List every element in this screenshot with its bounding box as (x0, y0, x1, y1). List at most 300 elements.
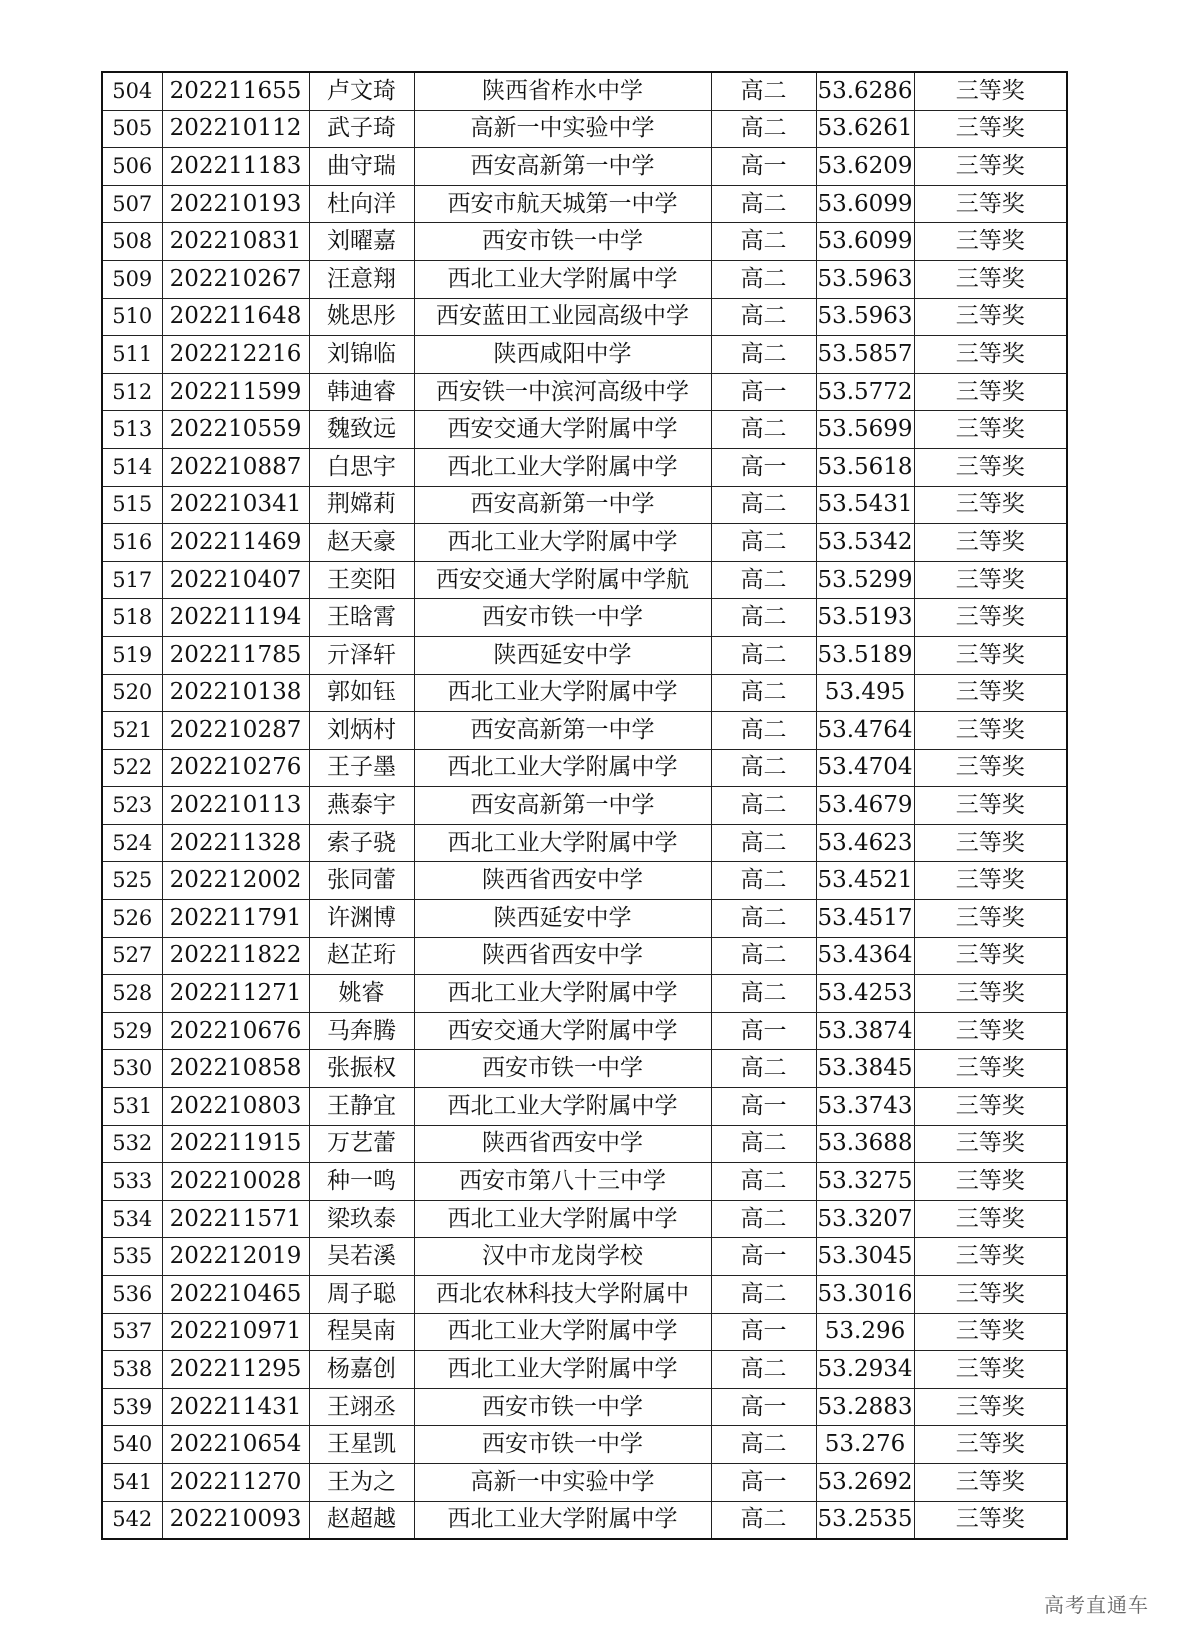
id-cell: 202210267 (162, 260, 309, 298)
school-cell: 西北工业大学附属中学 (414, 674, 711, 712)
grade-cell: 高二 (711, 712, 816, 750)
score-cell: 53.6209 (816, 148, 914, 186)
grade-cell: 高一 (711, 148, 816, 186)
table-row (102, 223, 1067, 261)
school-cell: 西北工业大学附属中学 (414, 1200, 711, 1238)
name-cell: 曲守瑞 (309, 148, 414, 186)
award-cell: 三等奖 (914, 373, 1067, 411)
score-cell: 53.3688 (816, 1125, 914, 1163)
table-row (102, 1351, 1067, 1389)
name-cell: 燕泰宇 (309, 787, 414, 825)
score-cell: 53.5193 (816, 599, 914, 637)
results-table (101, 71, 1068, 1540)
name-cell: 吴若溪 (309, 1238, 414, 1276)
score-cell: 53.4517 (816, 900, 914, 938)
rank-cell: 528 (102, 975, 162, 1013)
id-cell: 202210887 (162, 448, 309, 486)
award-cell: 三等奖 (914, 749, 1067, 787)
rank-cell: 517 (102, 561, 162, 599)
table-row (102, 524, 1067, 562)
table-row (102, 1501, 1067, 1539)
table-row (102, 1163, 1067, 1201)
table-row (102, 1313, 1067, 1351)
table-row (102, 185, 1067, 223)
school-cell: 陕西延安中学 (414, 636, 711, 674)
rank-cell: 530 (102, 1050, 162, 1088)
grade-cell: 高二 (711, 486, 816, 524)
award-cell: 三等奖 (914, 185, 1067, 223)
award-cell: 三等奖 (914, 1163, 1067, 1201)
award-cell: 三等奖 (914, 824, 1067, 862)
school-cell: 西北农林科技大学附属中 (414, 1276, 711, 1314)
score-cell: 53.5772 (816, 373, 914, 411)
school-cell: 陕西咸阳中学 (414, 336, 711, 374)
table-row (102, 148, 1067, 186)
rank-cell: 508 (102, 223, 162, 261)
score-cell: 53.3045 (816, 1238, 914, 1276)
rank-cell: 509 (102, 260, 162, 298)
score-cell: 53.4364 (816, 937, 914, 975)
grade-cell: 高二 (711, 975, 816, 1013)
score-cell: 53.2535 (816, 1501, 914, 1539)
table-row (102, 1426, 1067, 1464)
award-cell: 三等奖 (914, 448, 1067, 486)
score-cell: 53.5342 (816, 524, 914, 562)
award-cell: 三等奖 (914, 1463, 1067, 1501)
score-cell: 53.4253 (816, 975, 914, 1013)
rank-cell: 541 (102, 1463, 162, 1501)
id-cell: 202210803 (162, 1088, 309, 1126)
school-cell: 西安市第八十三中学 (414, 1163, 711, 1201)
grade-cell: 高二 (711, 1351, 816, 1389)
table-row (102, 72, 1067, 110)
award-cell: 三等奖 (914, 787, 1067, 825)
id-cell: 202210559 (162, 411, 309, 449)
award-cell: 三等奖 (914, 862, 1067, 900)
rank-cell: 505 (102, 110, 162, 148)
award-cell: 三等奖 (914, 975, 1067, 1013)
school-cell: 西北工业大学附属中学 (414, 260, 711, 298)
score-cell: 53.5963 (816, 298, 914, 336)
table-row (102, 1125, 1067, 1163)
rank-cell: 510 (102, 298, 162, 336)
score-cell: 53.6099 (816, 223, 914, 261)
grade-cell: 高二 (711, 185, 816, 223)
school-cell: 西安交通大学附属中学航 (414, 561, 711, 599)
name-cell: 赵天豪 (309, 524, 414, 562)
school-cell: 西北工业大学附属中学 (414, 1313, 711, 1351)
id-cell: 202211271 (162, 975, 309, 1013)
award-cell: 三等奖 (914, 223, 1067, 261)
rank-cell: 539 (102, 1388, 162, 1426)
rank-cell: 524 (102, 824, 162, 862)
name-cell: 武子琦 (309, 110, 414, 148)
score-cell: 53.6261 (816, 110, 914, 148)
id-cell: 202210287 (162, 712, 309, 750)
award-cell: 三等奖 (914, 1238, 1067, 1276)
id-cell: 202210276 (162, 749, 309, 787)
name-cell: 郭如钰 (309, 674, 414, 712)
id-cell: 202211599 (162, 373, 309, 411)
name-cell: 韩迪睿 (309, 373, 414, 411)
grade-cell: 高二 (711, 223, 816, 261)
score-cell: 53.3845 (816, 1050, 914, 1088)
table-row (102, 298, 1067, 336)
grade-cell: 高二 (711, 561, 816, 599)
id-cell: 202211785 (162, 636, 309, 674)
score-cell: 53.2934 (816, 1351, 914, 1389)
grade-cell: 高二 (711, 1200, 816, 1238)
school-cell: 西安高新第一中学 (414, 148, 711, 186)
table-row (102, 1238, 1067, 1276)
table-row (102, 1200, 1067, 1238)
grade-cell: 高一 (711, 1012, 816, 1050)
name-cell: 魏致远 (309, 411, 414, 449)
id-cell: 202210676 (162, 1012, 309, 1050)
school-cell: 陕西延安中学 (414, 900, 711, 938)
grade-cell: 高二 (711, 411, 816, 449)
rank-cell: 512 (102, 373, 162, 411)
rank-cell: 534 (102, 1200, 162, 1238)
name-cell: 种一鸣 (309, 1163, 414, 1201)
id-cell: 202211655 (162, 72, 309, 110)
name-cell: 刘炳村 (309, 712, 414, 750)
name-cell: 张振权 (309, 1050, 414, 1088)
grade-cell: 高一 (711, 448, 816, 486)
table-row (102, 749, 1067, 787)
table-row (102, 712, 1067, 750)
table-row (102, 1050, 1067, 1088)
school-cell: 西北工业大学附属中学 (414, 1088, 711, 1126)
school-cell: 西安交通大学附属中学 (414, 411, 711, 449)
score-cell: 53.5618 (816, 448, 914, 486)
id-cell: 202210093 (162, 1501, 309, 1539)
award-cell: 三等奖 (914, 336, 1067, 374)
school-cell: 西北工业大学附属中学 (414, 749, 711, 787)
rank-cell: 538 (102, 1351, 162, 1389)
table-row (102, 1463, 1067, 1501)
table-row (102, 1388, 1067, 1426)
grade-cell: 高二 (711, 862, 816, 900)
name-cell: 周子聪 (309, 1276, 414, 1314)
score-cell: 53.3207 (816, 1200, 914, 1238)
grade-cell: 高二 (711, 636, 816, 674)
school-cell: 西安交通大学附属中学 (414, 1012, 711, 1050)
score-cell: 53.495 (816, 674, 914, 712)
award-cell: 三等奖 (914, 674, 1067, 712)
rank-cell: 535 (102, 1238, 162, 1276)
grade-cell: 高二 (711, 824, 816, 862)
award-cell: 三等奖 (914, 260, 1067, 298)
award-cell: 三等奖 (914, 1200, 1067, 1238)
award-cell: 三等奖 (914, 298, 1067, 336)
id-cell: 202210831 (162, 223, 309, 261)
grade-cell: 高二 (711, 787, 816, 825)
table-row (102, 561, 1067, 599)
id-cell: 202211328 (162, 824, 309, 862)
name-cell: 赵超越 (309, 1501, 414, 1539)
rank-cell: 518 (102, 599, 162, 637)
school-cell: 西北工业大学附属中学 (414, 1501, 711, 1539)
rank-cell: 519 (102, 636, 162, 674)
name-cell: 王静宜 (309, 1088, 414, 1126)
school-cell: 西北工业大学附属中学 (414, 524, 711, 562)
table-row (102, 599, 1067, 637)
name-cell: 赵芷珩 (309, 937, 414, 975)
name-cell: 卢文琦 (309, 72, 414, 110)
school-cell: 西安高新第一中学 (414, 486, 711, 524)
award-cell: 三等奖 (914, 900, 1067, 938)
rank-cell: 540 (102, 1426, 162, 1464)
grade-cell: 高一 (711, 1088, 816, 1126)
score-cell: 53.6286 (816, 72, 914, 110)
grade-cell: 高二 (711, 1276, 816, 1314)
score-cell: 53.6099 (816, 185, 914, 223)
table-row (102, 937, 1067, 975)
id-cell: 202212019 (162, 1238, 309, 1276)
award-cell: 三等奖 (914, 712, 1067, 750)
rank-cell: 529 (102, 1012, 162, 1050)
id-cell: 202211270 (162, 1463, 309, 1501)
id-cell: 202212216 (162, 336, 309, 374)
name-cell: 刘曜嘉 (309, 223, 414, 261)
award-cell: 三等奖 (914, 110, 1067, 148)
grade-cell: 高二 (711, 674, 816, 712)
grade-cell: 高一 (711, 1388, 816, 1426)
id-cell: 202211791 (162, 900, 309, 938)
award-cell: 三等奖 (914, 1426, 1067, 1464)
grade-cell: 高一 (711, 1313, 816, 1351)
rank-cell: 533 (102, 1163, 162, 1201)
score-cell: 53.5857 (816, 336, 914, 374)
award-cell: 三等奖 (914, 411, 1067, 449)
grade-cell: 高二 (711, 1163, 816, 1201)
school-cell: 西北工业大学附属中学 (414, 448, 711, 486)
id-cell: 202210193 (162, 185, 309, 223)
name-cell: 杨嘉创 (309, 1351, 414, 1389)
id-cell: 202211571 (162, 1200, 309, 1238)
school-cell: 陕西省西安中学 (414, 862, 711, 900)
rank-cell: 523 (102, 787, 162, 825)
school-cell: 西安高新第一中学 (414, 787, 711, 825)
school-cell: 西安市航天城第一中学 (414, 185, 711, 223)
score-cell: 53.4521 (816, 862, 914, 900)
grade-cell: 高一 (711, 1238, 816, 1276)
grade-cell: 高二 (711, 749, 816, 787)
name-cell: 姚睿 (309, 975, 414, 1013)
score-cell: 53.5189 (816, 636, 914, 674)
grade-cell: 高二 (711, 599, 816, 637)
score-cell: 53.2883 (816, 1388, 914, 1426)
award-cell: 三等奖 (914, 486, 1067, 524)
award-cell: 三等奖 (914, 1313, 1067, 1351)
rank-cell: 536 (102, 1276, 162, 1314)
table-body (102, 72, 1067, 1539)
grade-cell: 高二 (711, 298, 816, 336)
id-cell: 202211469 (162, 524, 309, 562)
school-cell: 陕西省西安中学 (414, 937, 711, 975)
grade-cell: 高二 (711, 900, 816, 938)
rank-cell: 522 (102, 749, 162, 787)
name-cell: 王子墨 (309, 749, 414, 787)
rank-cell: 537 (102, 1313, 162, 1351)
table-row (102, 975, 1067, 1013)
score-cell: 53.3275 (816, 1163, 914, 1201)
id-cell: 202210138 (162, 674, 309, 712)
school-cell: 陕西省柞水中学 (414, 72, 711, 110)
table-row (102, 110, 1067, 148)
name-cell: 汪意翔 (309, 260, 414, 298)
award-cell: 三等奖 (914, 524, 1067, 562)
score-cell: 53.4704 (816, 749, 914, 787)
grade-cell: 高二 (711, 72, 816, 110)
school-cell: 西安市铁一中学 (414, 223, 711, 261)
name-cell: 王星凯 (309, 1426, 414, 1464)
name-cell: 杜向洋 (309, 185, 414, 223)
id-cell: 202210465 (162, 1276, 309, 1314)
id-cell: 202210112 (162, 110, 309, 148)
rank-cell: 506 (102, 148, 162, 186)
grade-cell: 高二 (711, 524, 816, 562)
id-cell: 202210407 (162, 561, 309, 599)
school-cell: 西安市铁一中学 (414, 1050, 711, 1088)
table-row (102, 373, 1067, 411)
award-cell: 三等奖 (914, 1012, 1067, 1050)
school-cell: 高新一中实验中学 (414, 110, 711, 148)
rank-cell: 521 (102, 712, 162, 750)
award-cell: 三等奖 (914, 1388, 1067, 1426)
name-cell: 姚思彤 (309, 298, 414, 336)
table-row (102, 336, 1067, 374)
rank-cell: 520 (102, 674, 162, 712)
id-cell: 202210113 (162, 787, 309, 825)
award-cell: 三等奖 (914, 1351, 1067, 1389)
rank-cell: 527 (102, 937, 162, 975)
school-cell: 陕西省西安中学 (414, 1125, 711, 1163)
name-cell: 许渊博 (309, 900, 414, 938)
score-cell: 53.5431 (816, 486, 914, 524)
award-cell: 三等奖 (914, 561, 1067, 599)
grade-cell: 高二 (711, 1426, 816, 1464)
id-cell: 202211295 (162, 1351, 309, 1389)
table-row (102, 486, 1067, 524)
school-cell: 西安蓝田工业园高级中学 (414, 298, 711, 336)
rank-cell: 513 (102, 411, 162, 449)
rank-cell: 516 (102, 524, 162, 562)
school-cell: 西安市铁一中学 (414, 1388, 711, 1426)
name-cell: 王为之 (309, 1463, 414, 1501)
grade-cell: 高二 (711, 1125, 816, 1163)
name-cell: 程昊南 (309, 1313, 414, 1351)
rank-cell: 525 (102, 862, 162, 900)
award-cell: 三等奖 (914, 1501, 1067, 1539)
score-cell: 53.276 (816, 1426, 914, 1464)
id-cell: 202211431 (162, 1388, 309, 1426)
rank-cell: 526 (102, 900, 162, 938)
id-cell: 202210028 (162, 1163, 309, 1201)
rank-cell: 511 (102, 336, 162, 374)
table-row (102, 900, 1067, 938)
rank-cell: 504 (102, 72, 162, 110)
table-row (102, 862, 1067, 900)
award-cell: 三等奖 (914, 1088, 1067, 1126)
id-cell: 202211915 (162, 1125, 309, 1163)
grade-cell: 高二 (711, 1050, 816, 1088)
school-cell: 西北工业大学附属中学 (414, 1351, 711, 1389)
name-cell: 万艺蕾 (309, 1125, 414, 1163)
award-cell: 三等奖 (914, 72, 1067, 110)
award-cell: 三等奖 (914, 937, 1067, 975)
score-cell: 53.4623 (816, 824, 914, 862)
grade-cell: 高二 (711, 260, 816, 298)
name-cell: 梁玖泰 (309, 1200, 414, 1238)
id-cell: 202210858 (162, 1050, 309, 1088)
school-cell: 西安市铁一中学 (414, 1426, 711, 1464)
score-cell: 53.4679 (816, 787, 914, 825)
table-row (102, 674, 1067, 712)
table-row (102, 411, 1067, 449)
rank-cell: 542 (102, 1501, 162, 1539)
id-cell: 202212002 (162, 862, 309, 900)
name-cell: 马奔腾 (309, 1012, 414, 1050)
school-cell: 西安高新第一中学 (414, 712, 711, 750)
award-cell: 三等奖 (914, 1125, 1067, 1163)
score-cell: 53.5963 (816, 260, 914, 298)
table-row (102, 787, 1067, 825)
award-cell: 三等奖 (914, 1050, 1067, 1088)
rank-cell: 531 (102, 1088, 162, 1126)
school-cell: 西北工业大学附属中学 (414, 824, 711, 862)
school-cell: 汉中市龙岗学校 (414, 1238, 711, 1276)
score-cell: 53.5699 (816, 411, 914, 449)
watermark-text: 高考直通车 (1044, 1593, 1149, 1617)
rank-cell: 532 (102, 1125, 162, 1163)
table-row (102, 636, 1067, 674)
name-cell: 王晗霄 (309, 599, 414, 637)
rank-cell: 515 (102, 486, 162, 524)
school-cell: 西安市铁一中学 (414, 599, 711, 637)
score-cell: 53.3016 (816, 1276, 914, 1314)
score-cell: 53.2692 (816, 1463, 914, 1501)
name-cell: 索子骁 (309, 824, 414, 862)
name-cell: 王翊丞 (309, 1388, 414, 1426)
score-cell: 53.5299 (816, 561, 914, 599)
award-cell: 三等奖 (914, 599, 1067, 637)
id-cell: 202211822 (162, 937, 309, 975)
school-cell: 高新一中实验中学 (414, 1463, 711, 1501)
grade-cell: 高二 (711, 1501, 816, 1539)
table-row (102, 448, 1067, 486)
grade-cell: 高二 (711, 336, 816, 374)
grade-cell: 高二 (711, 110, 816, 148)
score-cell: 53.3743 (816, 1088, 914, 1126)
score-cell: 53.4764 (816, 712, 914, 750)
score-cell: 53.3874 (816, 1012, 914, 1050)
name-cell: 王奕阳 (309, 561, 414, 599)
table-row (102, 260, 1067, 298)
rank-cell: 507 (102, 185, 162, 223)
name-cell: 张同蕾 (309, 862, 414, 900)
name-cell: 荆嫦莉 (309, 486, 414, 524)
school-cell: 西安铁一中滨河高级中学 (414, 373, 711, 411)
grade-cell: 高一 (711, 373, 816, 411)
id-cell: 202210971 (162, 1313, 309, 1351)
name-cell: 刘锦临 (309, 336, 414, 374)
id-cell: 202211183 (162, 148, 309, 186)
school-cell: 西北工业大学附属中学 (414, 975, 711, 1013)
name-cell: 亓泽轩 (309, 636, 414, 674)
id-cell: 202211194 (162, 599, 309, 637)
